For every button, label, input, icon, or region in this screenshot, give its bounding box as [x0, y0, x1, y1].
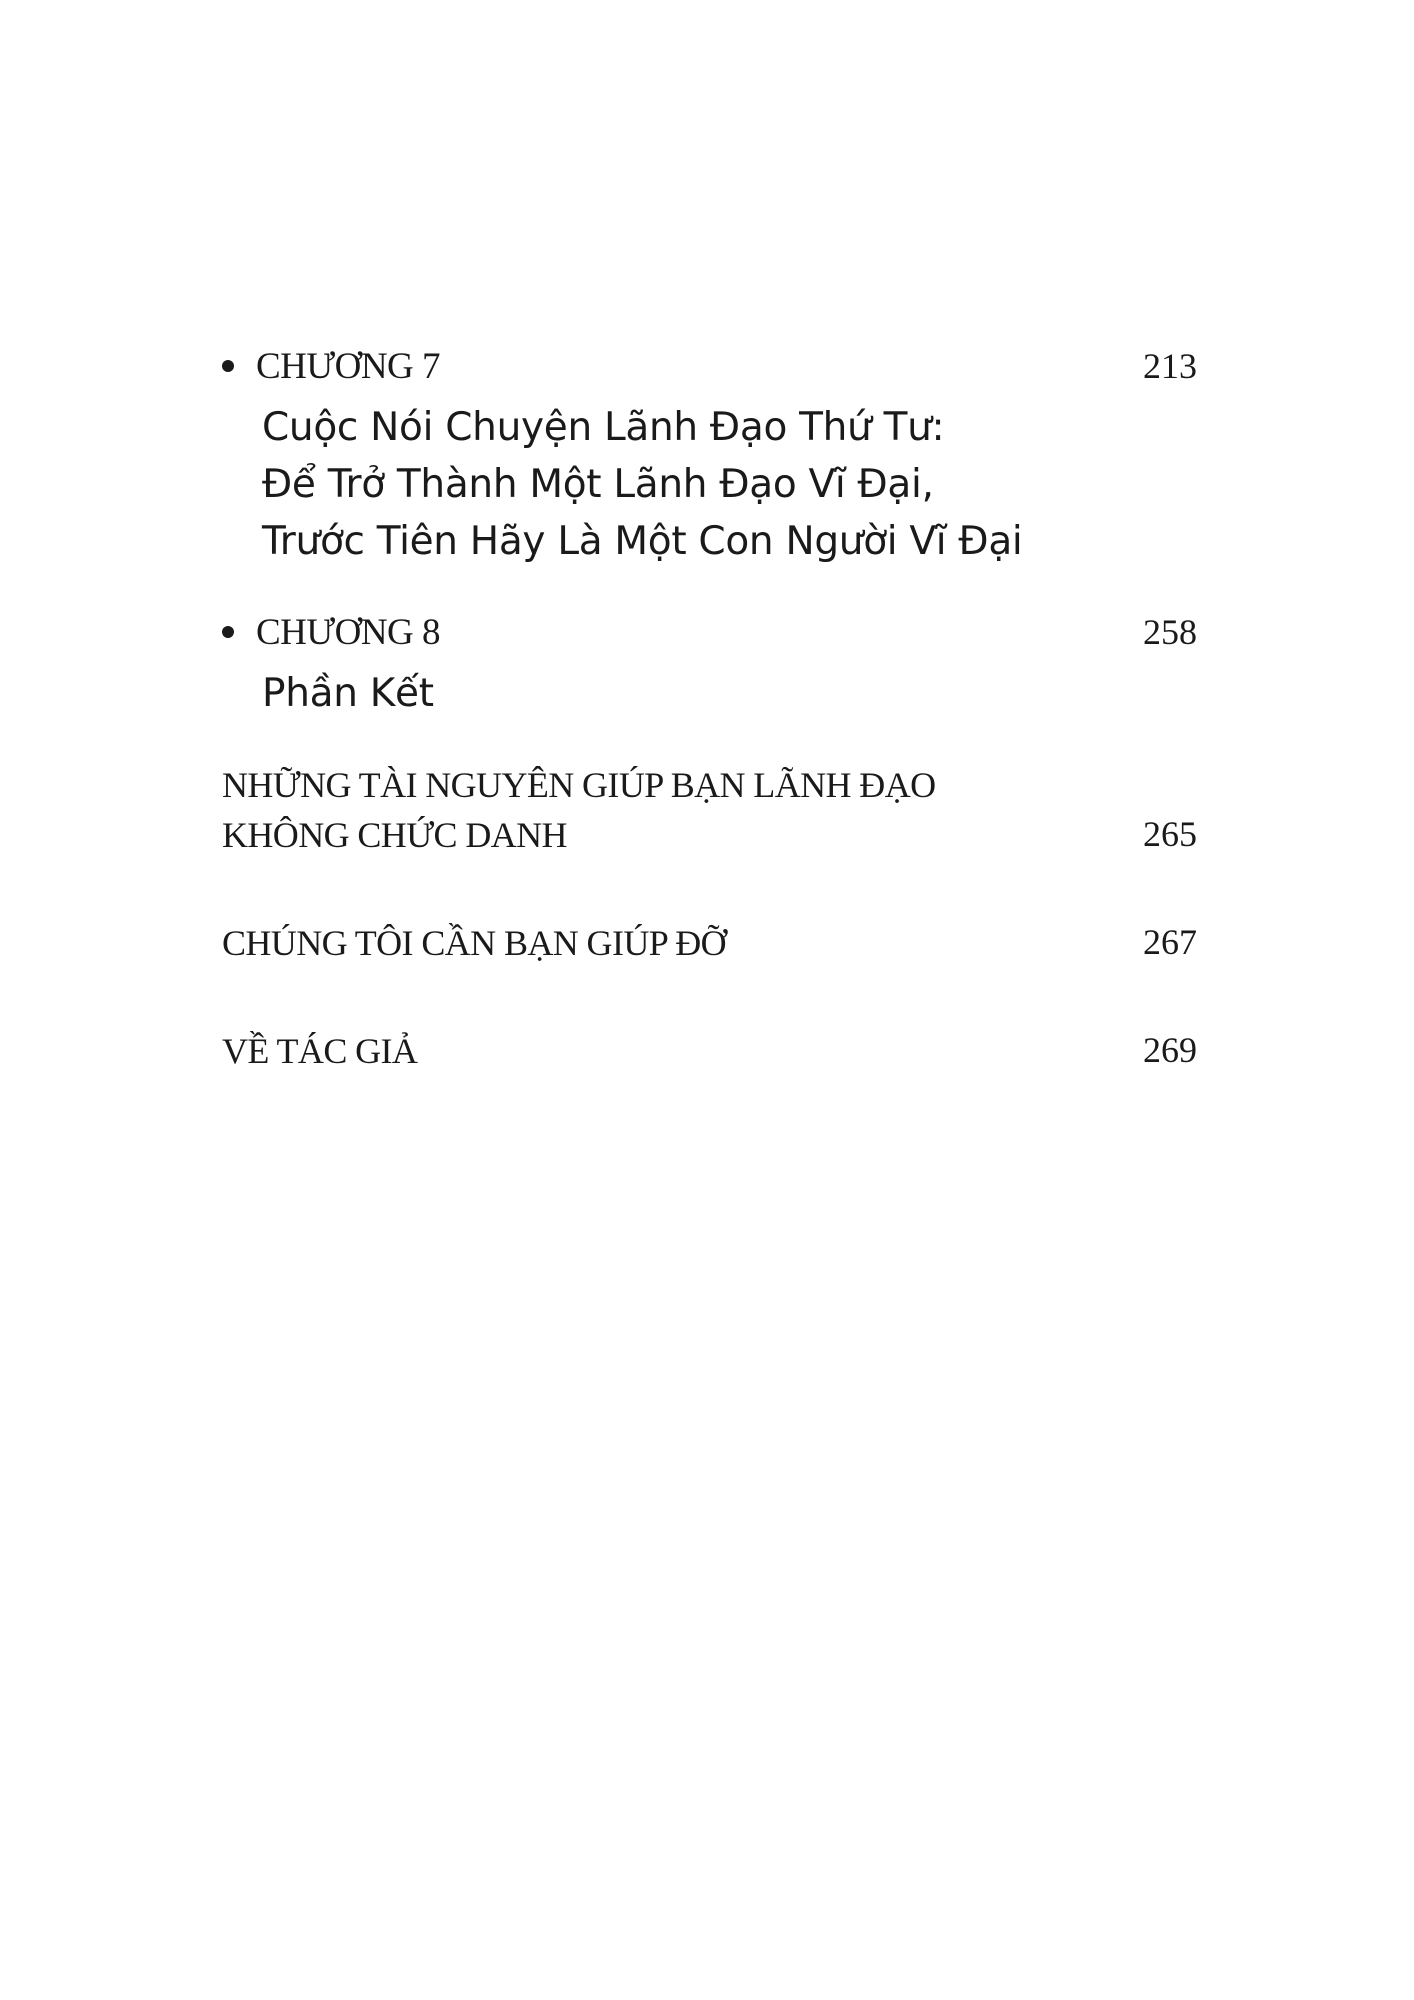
- table-of-contents: [222, 340, 1197, 1076]
- chapter-subtitle: [222, 665, 1197, 722]
- section-title-line: VỀ TÁC GIẢ: [222, 1031, 418, 1071]
- section-title: [222, 1026, 417, 1076]
- subtitle-line: Phần Kết: [262, 671, 434, 716]
- subtitle-line: Trước Tiên Hãy Là Một Con Người Vĩ Đại: [262, 519, 1023, 564]
- toc-entry-help[interactable]: [222, 916, 1197, 968]
- page-number: 269: [1143, 1030, 1197, 1070]
- toc-entry-chapter-7[interactable]: [222, 340, 1197, 570]
- section-title-line: NHỮNG TÀI NGUYÊN GIÚP BẠN LÃNH ĐẠO: [222, 765, 936, 805]
- section-title: [222, 918, 726, 968]
- chapter-label: [222, 607, 440, 659]
- section-title-line: KHÔNG CHỨC DANH: [222, 815, 567, 855]
- chapter-label: [222, 341, 440, 393]
- section-row: [222, 1024, 1197, 1076]
- bullet-icon: [222, 360, 234, 372]
- subtitle-line: Cuộc Nói Chuyện Lãnh Đạo Thứ Tư:: [262, 405, 945, 450]
- page-number: 213: [1143, 346, 1197, 386]
- subtitle-line: Để Trở Thành Một Lãnh Đạo Vĩ Đại,: [262, 462, 934, 507]
- section-title: [222, 760, 936, 860]
- chapter-heading-row: [222, 606, 1197, 659]
- toc-entry-chapter-8[interactable]: [222, 606, 1197, 722]
- section-row: [222, 760, 1197, 860]
- chapter-heading-row: [222, 340, 1197, 393]
- toc-entry-resources[interactable]: [222, 760, 1197, 860]
- page-number: 267: [1143, 922, 1197, 962]
- chapter-subtitle: [222, 399, 1197, 570]
- chapter-label-text: CHƯƠNG 8: [256, 612, 441, 653]
- bullet-icon: [222, 626, 234, 638]
- section-row: [222, 916, 1197, 968]
- chapter-label-text: CHƯƠNG 7: [256, 346, 441, 387]
- toc-entry-about-author[interactable]: [222, 1024, 1197, 1076]
- page-number: 258: [1143, 612, 1197, 652]
- page-number: 265: [1143, 814, 1197, 854]
- section-title-line: CHÚNG TÔI CẦN BẠN GIÚP ĐỠ: [222, 923, 727, 963]
